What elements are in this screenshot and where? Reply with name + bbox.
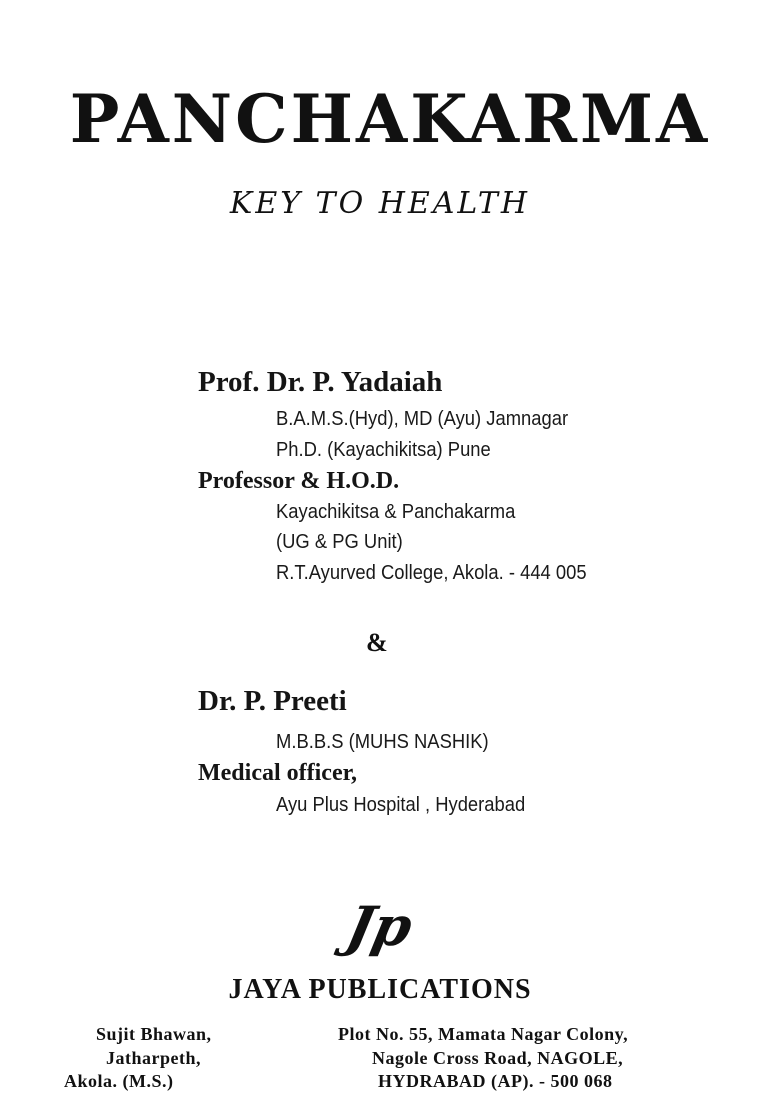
author2-designation: Medical officer, [198, 760, 358, 786]
publisher-logo: Jp [341, 894, 419, 958]
author1-designation: Professor & H.O.D. [198, 468, 400, 494]
book-title: PANCHAKARMA [69, 80, 711, 158]
author1-name: Prof. Dr. P. Yadaiah [198, 366, 443, 398]
author2-hospital: Ayu Plus Hospital , Hyderabad [276, 794, 526, 816]
author2-qualification: M.B.B.S (MUHS NASHIK) [276, 731, 489, 753]
address-left-line-1: Sujit Bhawan, [96, 1024, 212, 1044]
address-right-line-2: Nagole Cross Road, NAGOLE, [372, 1048, 624, 1068]
author-conjunction: & [366, 628, 388, 657]
publisher-name: JAYA PUBLICATIONS [228, 974, 532, 1005]
address-right-line-3: HYDRABAD (AP). - 500 068 [378, 1071, 613, 1091]
author1-qualification-1: B.A.M.S.(Hyd), MD (Ayu) Jamnagar [276, 408, 569, 430]
author1-department: Kayachikitsa & Panchakarma [276, 501, 516, 523]
author1-qualification-2: Ph.D. (Kayachikitsa) Pune [276, 439, 491, 461]
author1-unit: (UG & PG Unit) [276, 531, 403, 553]
address-left-line-2: Jatharpeth, [106, 1048, 201, 1068]
author2-name: Dr. P. Preeti [198, 685, 347, 717]
address-left-line-3: Akola. (M.S.) [64, 1071, 174, 1091]
author1-college: R.T.Ayurved College, Akola. - 444 005 [276, 562, 587, 584]
book-subtitle: KEY TO HEALTH [229, 186, 531, 221]
address-right-line-1: Plot No. 55, Mamata Nagar Colony, [338, 1024, 629, 1044]
